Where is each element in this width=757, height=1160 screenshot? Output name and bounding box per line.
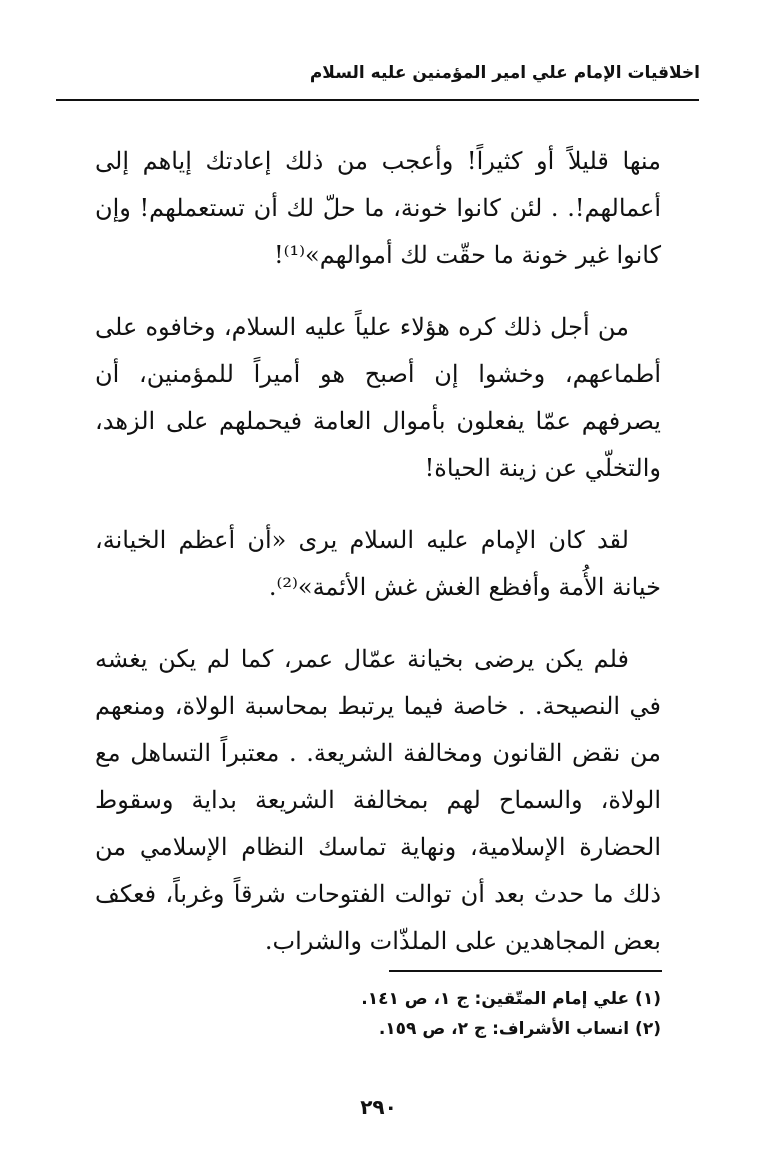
footnote-2: (٢) انساب الأشراف: ج ٢، ص ١٥٩.	[378, 1019, 661, 1039]
running-head: اخلاقيات الإمام علي امير المؤمنين عليه السلام	[309, 63, 700, 83]
paragraph-4: فلم يكن يرضى بخيانة عمّال عمر، كما لم يكن يغشه في النصيحة. . خاصة فيما يرتبط بمحاسبة الولاة، ومنعهم من نقض القانون ومخالفة الشريعة. . معتبراً التساهل مع الولاة، والسماح لهم بمخالفة الشريعة بداية وسقوط الحضارة الإسلامية، ونهاية تماسك النظام الإسلامي من ذلك ما حدث بعد أن توالت الفتوحات شرقاً وغرباً، فعكف بعض المجاهدين على الملذّات والشراب.	[95, 645, 662, 955]
footnotes	[95, 984, 661, 1044]
paragraph-2: من أجل ذلك كره هؤلاء علياً عليه السلام، وخافوه على أطماعهم، وخشوا إن أصبح هو أميراً للمؤمنين، أن يصرفهم عمّا يفعلون بأموال العامة فيحملهم على الزهد، والتخلّي عن زينة الحياة!	[95, 313, 661, 482]
footnote-1: (١) علي إمام المتّقين: ج ١، ص ١٤١.	[361, 989, 661, 1009]
paragraph-1: منها قليلاً أو كثيراً! وأعجب من ذلك إعادتك إياهم إلى أعمالهم!. . لئن كانوا خونة، ما حلّ لك أن تستعملهم! وإن كانوا غير خونة ما حقّت لك أموالهم»⁽¹⁾!	[95, 147, 661, 269]
header-rule	[56, 99, 699, 101]
body-text	[95, 138, 661, 990]
paragraph-3: لقد كان الإمام عليه السلام يرى «أن أعظم الخيانة، خيانة الأُمة وأفظع الغش غش الأئمة»⁽²⁾.	[95, 526, 661, 601]
page-number: ٢٩٠	[360, 1095, 397, 1119]
footnote-rule	[389, 970, 662, 972]
